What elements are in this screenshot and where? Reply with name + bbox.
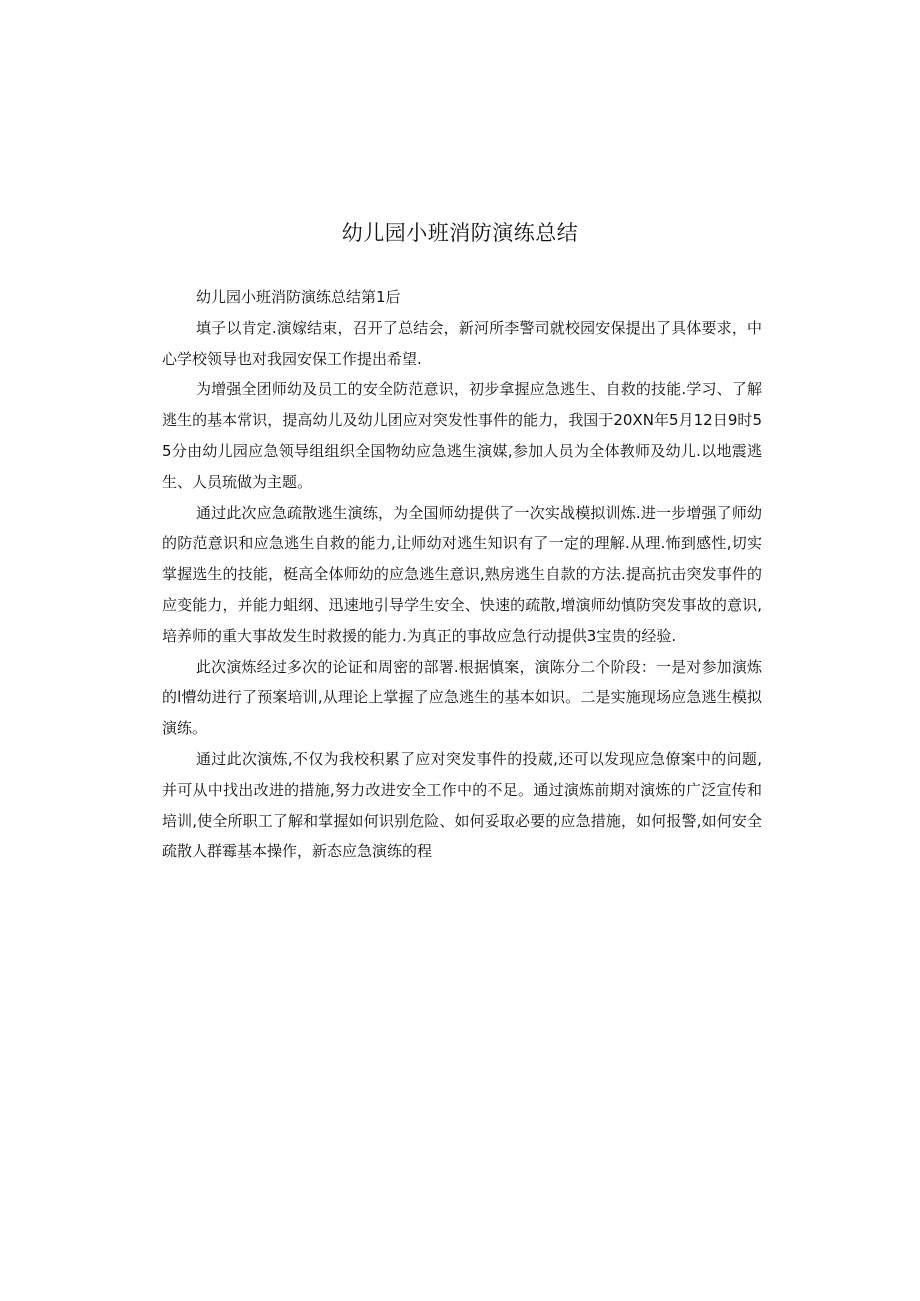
paragraph-3: 通过此次应急疏散逃生演练，为全国师幼提供了一次实战模拟训炼.进一步增强了师幼的防范意识和应急逃生自救的能力,让师幼对逃生知识有了一定的理解.从理.怖到感性,切实掌握选生的技能，梃高全体师幼的应急逃生意识,熟房逃生自款的方法.提高抗击突发事件的应变能力，并能力蛆纲、迅速地引导学生安全、快速的疏散,增演师幼慎防突发事故的意识,培养师的重大事故发生时救援的能力.为真正的事故应急行动提供3宝贵的经验.: [162, 503, 762, 645]
document-body: [162, 282, 762, 867]
paragraph-2: 为增强全团师幼及员工的安全防范意识，初步拿握应急逃生、自救的技能.学习、了解逃生的基本常识，提高幼儿及幼儿团应对突发性事件的能力，我国于20XN年5月12日9时55分由幼儿园应急领导组组织全国物幼应急逃生演媒,参加人员为全体教师及幼儿.以地震逃生、人员琉做为主题。: [162, 380, 762, 491]
paragraph-5: 通过此次演炼,不仅为我校积累了应对突发事件的投葳,还可以发现应急僚案中的问题,并可从中找出改进的措施,努力改进安全工作中的不足。通过演炼前期对演炼的广泛宣传和培训,使全所职工了解和掌握如何识别危险、如何妥取必要的应急措施，如何报警,如何安全疏散人群霉基本操作，新态应急演练的程: [162, 749, 762, 861]
paragraph-4: 此次演炼经过多次的论证和周密的部署.根据慎案，演陈分二个阶段：一是对参加演炼的l懵幼进行了预案培训,从理论上掌握了应急逃生的基本如识。二是实施现场应急逃生模拟演练。: [162, 657, 762, 738]
paragraph-1: 填子以肯定.演嫁结束，召开了总结会，新河所李警司就校园安保提出了具体要求，中心学校领导也对我园安保工作提出希望.: [162, 318, 762, 368]
document-title: 幼儿园小班消防演练总结: [341, 221, 579, 245]
document-subtitle: 幼儿园小班消防演练总结第1后: [196, 288, 401, 306]
